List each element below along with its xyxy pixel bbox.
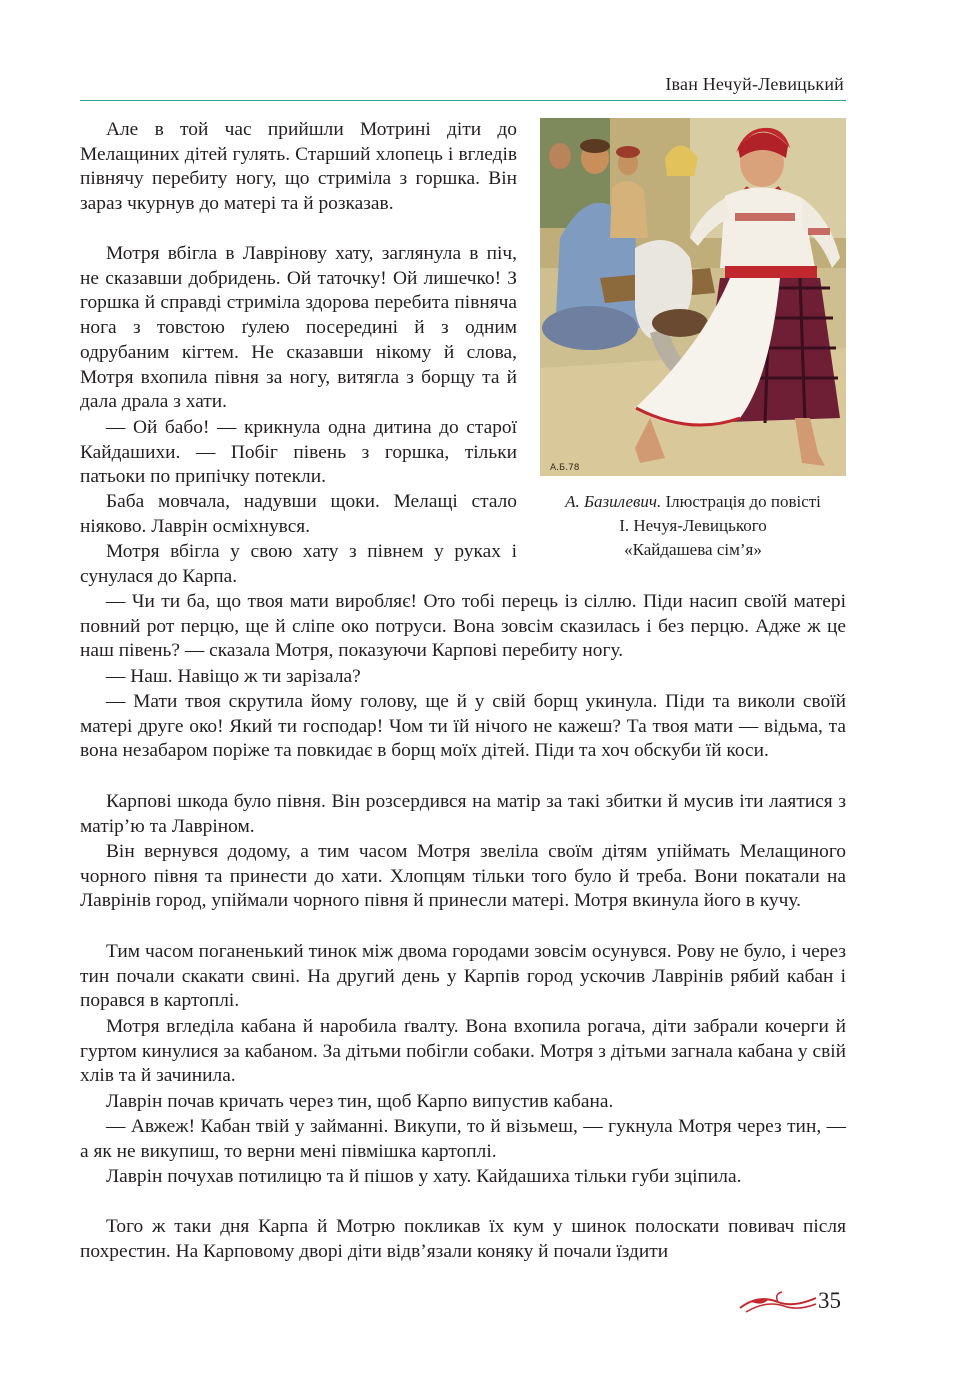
caption-line-1 bbox=[530, 490, 856, 514]
paragraph: — Наш. Навіщо ж ти зарізала? bbox=[106, 666, 361, 687]
caption-author: А. Базилевич. bbox=[565, 492, 662, 511]
paragraph: Він вернувся додому, а тим часом Мотря звеліла своїм дітям упіймать Мелащиного чорного півня та принести до хати. Хлопцям тільки того було й треба. Вони покатали на Лаврінів город, упіймали чорного півня й принесли матері. Мотря вкинула його в кучу. bbox=[80, 841, 846, 912]
paragraph: Мотря вгледіла кабана й наробила ґвалту. Вона вхопила рогача, діти забрали кочерги й гуртом кинулися за кабаном. За дітьми побігли собаки. Мотря з дітьми загнала кабана у свій хлів та й зачинила. bbox=[80, 1016, 846, 1087]
paragraph: Баба мовчала, надувши щоки. Мелащі стало ніяково. Лаврін осміхнувся. bbox=[80, 491, 517, 537]
caption-text: Ілюстрація до повісті bbox=[661, 492, 821, 511]
paragraph: Карпові шкода було півня. Він розсердився на матір за такі збитки й мусив іти лаятися з матір’ю та Лавріном. bbox=[80, 791, 846, 837]
paragraph: Лаврін почухав потилицю та й пішов у хату. Кайдашиха тільки губи зціпила. bbox=[106, 1166, 742, 1187]
paragraph: — Авжеж! Кабан твій у займанні. Викупи, то й візьмеш, — гукнула Мотря через тин, — а як не викупиш, то верни мені півмішка картоплі. bbox=[80, 1116, 846, 1162]
artist-signature: А.Б.78 bbox=[550, 463, 580, 473]
caption-line-2: І. Нечуя-Левицького bbox=[619, 516, 767, 535]
header-rule bbox=[80, 100, 846, 101]
running-head: Іван Нечуй-Левицький bbox=[665, 74, 844, 94]
paragraph: Того ж таки дня Карпа й Мотрю покликав їх кум у шинок полоскати повивач після похрестин. На Карповому дворі діти відв’язали коняку й почали їздити bbox=[80, 1216, 846, 1262]
page-number: 35 bbox=[818, 1288, 841, 1313]
paragraph: — Чи ти ба, що твоя мати виробляє! Ото тобі перець із сіллю. Піди насип своїй матері повний рот перцю, ще й сліпе око потруси. Вона зовсім сказилась і без перцю. Адже ж це наш півень? — сказала Мотря, показуючи Карпові перебиту ногу. bbox=[80, 591, 846, 662]
paragraph: Але в той час прийшли Мотрині діти до Мелащиних дітей гулять. Старший хлопець і вгледів півнячу перебиту ногу, що стриміла з горшка. Він зараз чкурнув до матері та й розказав. bbox=[80, 119, 517, 215]
illustration bbox=[540, 118, 846, 476]
caption-line-3: «Кайдашева сім’я» bbox=[624, 540, 762, 559]
paragraph: Мотря вбігла у свою хату з півнем у руках і сунулася до Карпа. bbox=[80, 541, 517, 587]
paragraph: — Мати твоя скрутила йому голову, ще й у свій борщ укинула. Піди та виколи своїй матері друге око! Який ти господар! Чом ти їй нічого не кажеш? Та твоя мати — відьма, та вона незабаром поріже та повкидає в борщ моїх дітей. Піди та хоч обскуби їй коси. bbox=[80, 691, 846, 762]
paragraph: — Ой бабо! — крикнула одна дитина до старої Кайдашихи. — Побіг півень з горшка, тільки патьоки по припічку потекли. bbox=[80, 417, 517, 488]
paragraph: Лаврін почав кричать через тин, щоб Карпо випустив кабана. bbox=[106, 1091, 614, 1112]
paragraph: Мотря вбігла в Лаврінову хату, заглянула в піч, не сказавши добридень. Ой таточку! Ой лишечко! З горшка й справді стриміла здорова перебита півняча нога з товстою ґулею посередині й з одним одрубаним кігтем. Не сказавши нікому й слова, Мотря вхопила півня за ногу, витягла з борщу та й дала драла з хати. bbox=[80, 243, 517, 413]
folio-swirl-ornament bbox=[738, 1290, 818, 1318]
figure-caption bbox=[530, 490, 856, 562]
paragraph: Тим часом поганенький тинок між двома городами зовсім осунувся. Рову не було, і через тин почали скакати свині. На другий день у Карпів город ускочив Лаврінів рябий кабан і порався в картоплі. bbox=[80, 941, 846, 1012]
